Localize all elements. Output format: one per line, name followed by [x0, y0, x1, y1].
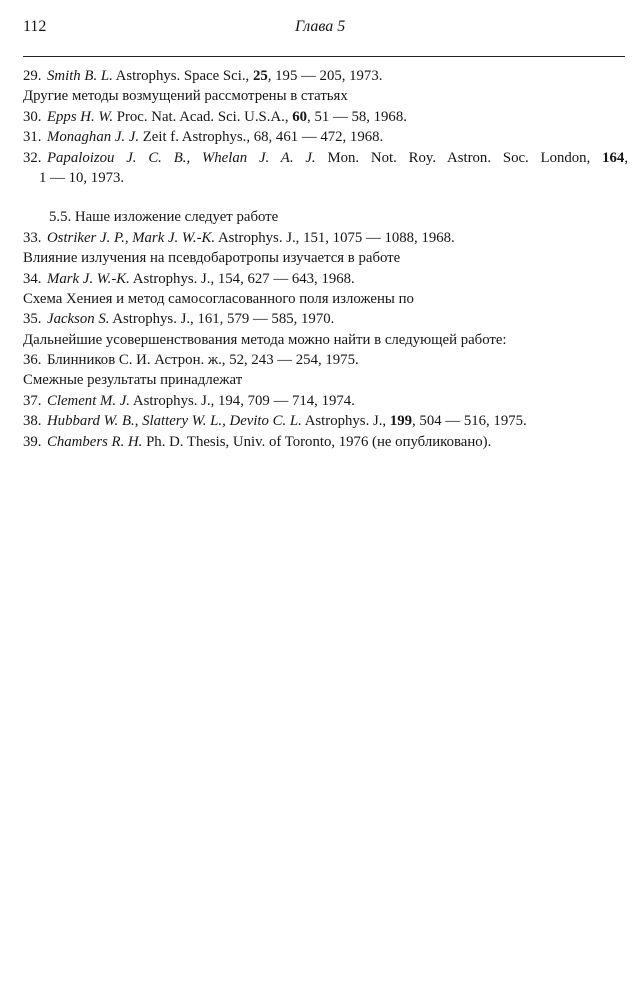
reference-number: 30. — [23, 108, 42, 125]
reference-authors: Mark J. W.-K. — [47, 270, 130, 287]
reference-journal: Zeit f. Astrophys., 68, 461 — 472, 1968. — [142, 129, 384, 146]
reference-group-b — [23, 228, 628, 452]
reference-item — [23, 107, 628, 127]
reference-item — [23, 127, 628, 147]
reference-journal: Astrophys. J., 194, 709 — 714, 1974. — [132, 392, 355, 409]
intro-text: Смежные результаты принадлежат — [23, 372, 243, 389]
reference-list — [23, 66, 628, 452]
reference-authors: Monaghan J. J. — [47, 129, 140, 146]
reference-journal: Astrophys. J., 151, 1075 — 1088, 1968. — [217, 229, 455, 246]
reference-number: 32. — [23, 149, 42, 166]
reference-authors: Clement M. J. — [47, 392, 131, 409]
reference-item — [23, 309, 628, 329]
reference-volume: 25 — [252, 68, 268, 84]
reference-item — [23, 269, 628, 289]
reference-32-line-1 — [23, 148, 628, 168]
spacer — [23, 188, 628, 207]
reference-item — [23, 350, 628, 370]
reference-pages: , 195 — 205, 1973. — [267, 68, 383, 84]
page-header — [23, 18, 623, 42]
reference-volume: 199 — [389, 413, 413, 430]
reference-number: 34. — [23, 270, 42, 287]
reference-item — [23, 432, 628, 452]
reference-number: 35. — [23, 311, 42, 328]
reference-pages: , 504 — 516, 1975. — [412, 413, 527, 430]
reference-32-line-2: 1 — 10, 1973. — [39, 169, 125, 186]
reference-pages: , — [624, 149, 629, 166]
chapter-title: Глава 5 — [295, 18, 346, 35]
reference-authors: Hubbard W. B., Slattery W. L., Devito C. L. — [47, 413, 302, 430]
reference-authors: Chambers R. H. — [47, 433, 143, 450]
reference-number: 39. — [23, 433, 42, 450]
reference-number: 31. — [23, 129, 42, 146]
intro-text: Дальнейшие усовершенствования метода можно найти в следующей работе: — [23, 331, 507, 348]
reference-group-a — [23, 66, 628, 148]
reference-journal: Astrophys. J., 161, 579 — 585, 1970. — [112, 311, 335, 328]
reference-authors: Jackson S. — [47, 311, 110, 328]
header-rule — [23, 56, 625, 57]
reference-item — [23, 66, 628, 86]
intro-text: Схема Хениея и метод самосогласованного поля изложены по — [23, 290, 414, 307]
reference-number: 29. — [23, 68, 42, 84]
reference-volume: 164 — [602, 149, 625, 166]
reference-authors: Smith B. L. — [47, 68, 113, 84]
reference-authors: Epps H. W. — [47, 108, 114, 125]
reference-volume: 60 — [292, 108, 308, 125]
reference-item — [23, 228, 628, 248]
reference-number: 36. — [23, 352, 42, 369]
reference-journal: Mon. Not. Roy. Astron. Soc. London, — [327, 149, 603, 166]
reference-pages: , 51 — 58, 1968. — [307, 108, 407, 125]
intro-text: Влияние излучения на псевдобаротропы изучается в работе — [23, 250, 401, 267]
reference-journal: Astrophys. J., 154, 627 — 643, 1968. — [132, 270, 355, 287]
section-note: 5.5. Наше изложение следует работе — [49, 209, 279, 226]
reference-authors: Papaloizou J. C. B., Whelan J. A. J. — [47, 149, 316, 166]
reference-journal: Astrophys. J., — [304, 413, 390, 430]
reference-item — [23, 391, 628, 411]
reference-item — [23, 411, 628, 431]
reference-journal: Блинников С. И. Астрон. ж., 52, 243 — 254, 1975. — [47, 352, 359, 369]
reference-number: 37. — [23, 392, 42, 409]
reference-authors: Ostriker J. P., Mark J. W.-K. — [47, 229, 216, 246]
reference-number: 33. — [23, 229, 42, 246]
reference-number: 38. — [23, 413, 42, 430]
reference-32 — [23, 148, 628, 189]
reference-journal: Proc. Nat. Acad. Sci. U.S.A., — [116, 108, 293, 125]
intro-text: Другие методы возмущений рассмотрены в статьях — [23, 88, 348, 105]
reference-journal: Ph. D. Thesis, Univ. of Toronto, 1976 (не опубликовано). — [146, 433, 492, 450]
reference-journal: Astrophys. Space Sci., — [115, 68, 253, 84]
page-number: 112 — [23, 18, 47, 35]
